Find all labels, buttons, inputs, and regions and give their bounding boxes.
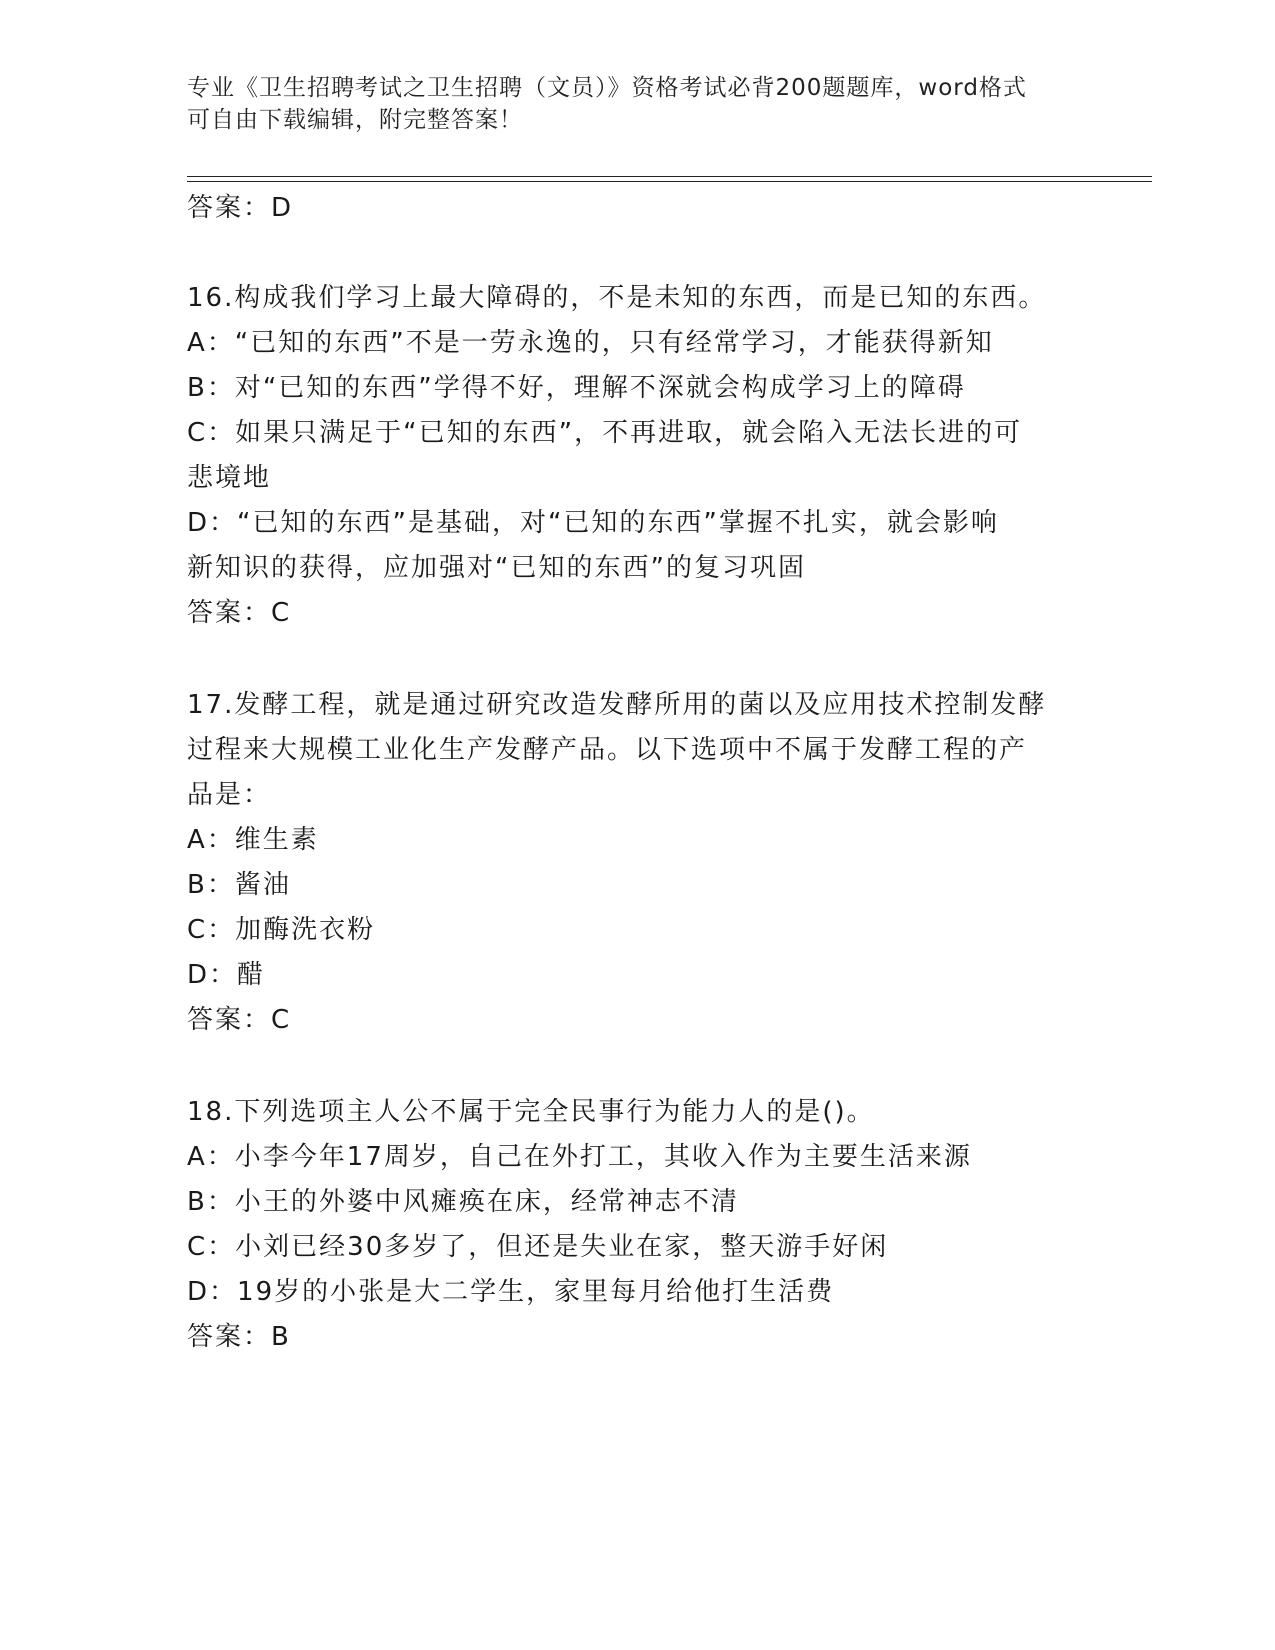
question-stem-line-1: 17.发酵工程，就是通过研究改造发酵所用的菌以及应用技术控制发酵 xyxy=(187,690,1047,720)
header-divider-top xyxy=(187,176,1152,177)
answer-line: 答案：C xyxy=(187,1005,292,1035)
header-title-line-1: 专业《卫生招聘考试之卫生招聘（文员）》资格考试必背200题题库，word格式 xyxy=(187,75,1027,101)
header-divider-bottom xyxy=(187,181,1152,182)
answer-line: 答案：C xyxy=(187,598,292,628)
question-stem-line-2: 过程来大规模工业化生产发酵产品。以下选项中不属于发酵工程的产 xyxy=(187,735,1028,765)
option-d: D：“已知的东西”是基础，对“已知的东西”掌握不扎实，就会影响 xyxy=(187,508,999,538)
option-c: C：加酶洗衣粉 xyxy=(187,915,376,945)
option-c-continued: 悲境地 xyxy=(187,463,272,493)
answer-line: 答案：B xyxy=(187,1322,291,1352)
question-stem-line-3: 品是： xyxy=(187,780,272,810)
question-stem: 18.下列选项主人公不属于完全民事行为能力人的是()。 xyxy=(187,1097,875,1127)
question-16 xyxy=(187,276,1077,636)
question-stem: 16.构成我们学习上最大障碍的，不是未知的东西，而是已知的东西。 xyxy=(187,283,1047,313)
option-d: D：醋 xyxy=(187,960,266,990)
option-a: A：“已知的东西”不是一劳永逸的，只有经常学习，才能获得新知 xyxy=(187,328,994,358)
question-17 xyxy=(187,683,1077,1043)
option-c: C：小刘已经30多岁了，但还是失业在家，整天游手好闲 xyxy=(187,1232,889,1262)
document-body xyxy=(187,186,1077,1360)
answer-line: 答案：D xyxy=(187,193,294,223)
spacer xyxy=(187,1043,1077,1090)
header-title-line-2: 可自由下载编辑，附完整答案！ xyxy=(187,107,523,133)
option-c: C：如果只满足于“已知的东西”，不再进取，就会陷入无法长进的可 xyxy=(187,418,1023,448)
option-a: A：小李今年17周岁，自己在外打工，其收入作为主要生活来源 xyxy=(187,1142,972,1172)
question-18 xyxy=(187,1090,1077,1360)
option-d: D：19岁的小张是大二学生，家里每月给他打生活费 xyxy=(187,1277,835,1307)
option-d-continued: 新知识的获得，应加强对“已知的东西”的复习巩固 xyxy=(187,553,806,583)
document-header xyxy=(187,72,1067,136)
option-b: B：小王的外婆中风瘫痪在床，经常神志不清 xyxy=(187,1187,739,1217)
spacer xyxy=(187,636,1077,683)
option-b: B：酱油 xyxy=(187,870,291,900)
option-b: B：对“已知的东西”学得不好，理解不深就会构成学习上的障碍 xyxy=(187,373,966,403)
spacer xyxy=(187,231,1077,276)
option-a: A：维生素 xyxy=(187,825,319,855)
